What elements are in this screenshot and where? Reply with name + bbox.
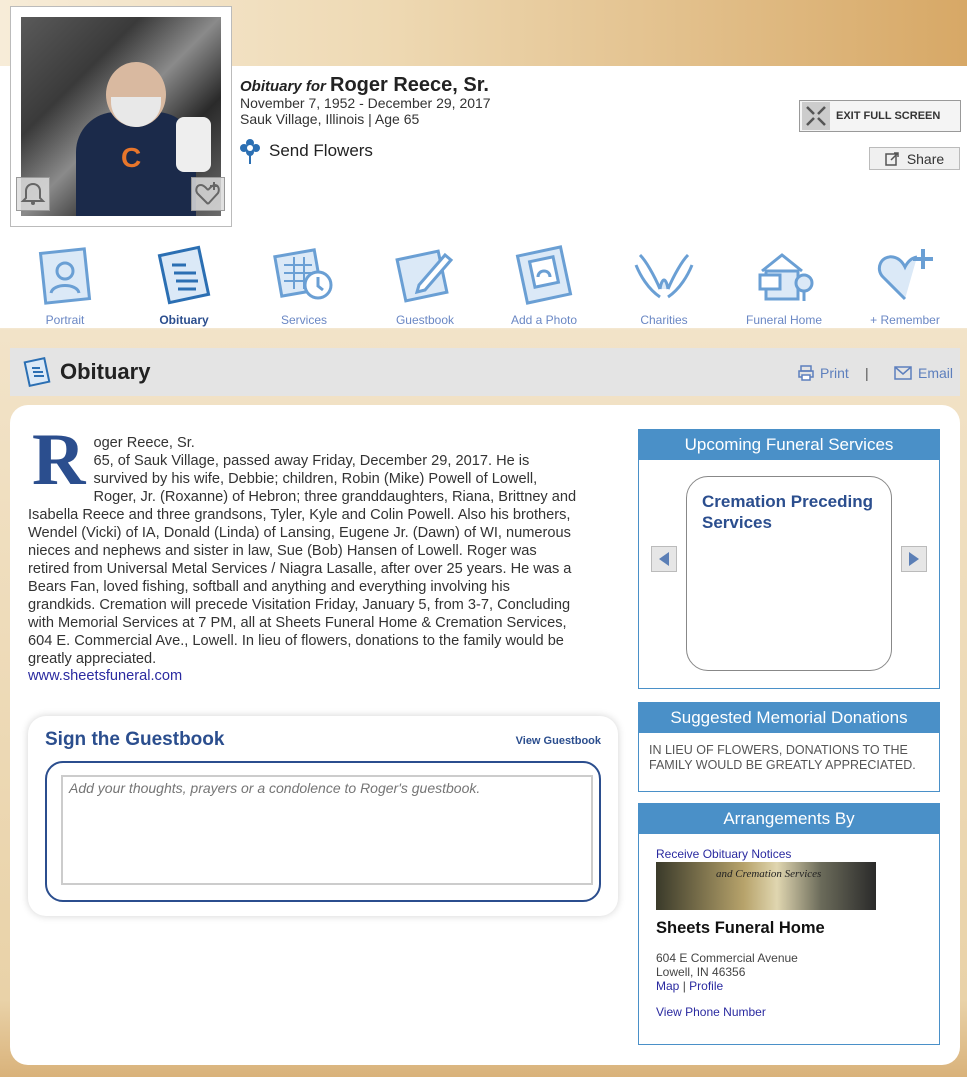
view-phone-link[interactable]: View Phone Number: [656, 1005, 766, 1019]
nav-guestbook[interactable]: [370, 245, 480, 327]
nav-charities-label: Charities: [640, 313, 688, 327]
services-icon: [272, 245, 336, 307]
prev-service-button[interactable]: [651, 546, 677, 572]
receive-notices-link[interactable]: Receive Obituary Notices: [656, 847, 792, 861]
nav-obituary-label: Obituary: [159, 313, 209, 327]
links-separator: |: [682, 979, 686, 993]
obituary-body: 65, of Sauk Village, passed away Friday, December 29, 2017. He is survived by his wife, Debbie; children, Robin (Mike) Powell of Lowell, Roger, Jr. (Roxanne) of Hebron; three granddaughters, Riana, Brittney and Isabella Reece and three grandsons, Tyler, Kyle and Colin Powell. Also his brothers, Wendel (Vicki) of IA, Donald (Linda) of Lansing, Eugene Jr. (Dawn) of WI, numerous nieces and nephews and sister in law, Sue (Bob) Hansen of Lowell. Roger was retired from Universal Metal Services / Niagra Lasalle, after over 25 years. He was a Bears Fan, loved fishing, softball and anything and everything involving his grandkids. Cremation will precede Visitation Friday, January 5, from 3-7, Concluding with Memorial Services at 7 PM, all at Sheets Funeral Home & Cremation Services, 604 E. Commercial Ave., Lowell. In lieu of flowers, donations to the family would be greatly appreciated.: [28, 453, 577, 667]
nav-portrait[interactable]: [10, 245, 120, 327]
remember-icon: [873, 245, 937, 307]
next-service-button[interactable]: [901, 546, 927, 572]
add-photo-icon: [512, 245, 576, 307]
nav-portrait-label: Portrait: [45, 313, 85, 327]
service-card-title: Cremation Preceding Services: [702, 492, 873, 532]
email-link[interactable]: [894, 365, 953, 381]
portrait-icon: [33, 245, 97, 307]
exit-full-screen-label: EXIT FULL SCREEN: [836, 110, 941, 122]
dropcap-letter: R: [32, 419, 86, 501]
exit-full-screen-button[interactable]: [799, 100, 961, 132]
nav-add-photo-label: Add a Photo: [510, 313, 578, 327]
funeral-home-links: [656, 979, 723, 993]
send-flowers-label: Send Flowers: [269, 141, 373, 160]
printer-icon: [798, 365, 814, 381]
guestbook-title: Sign the Guestbook: [45, 729, 225, 750]
share-label: Share: [906, 150, 945, 167]
section-title: Obituary: [60, 359, 151, 384]
memorial-donations-header: Suggested Memorial Donations: [639, 703, 939, 733]
obituary-text: [28, 419, 578, 668]
section-title-bar: [10, 348, 960, 396]
email-label: Email: [918, 365, 954, 381]
upcoming-services-box: [638, 429, 940, 689]
send-flowers-link[interactable]: [240, 138, 373, 164]
arrangements-box: [638, 803, 940, 1045]
link-separator: |: [865, 365, 869, 381]
funeral-home-website-link[interactable]: www.sheetsfuneral.com: [28, 668, 183, 684]
life-dates: November 7, 1952 - December 29, 2017: [240, 95, 491, 111]
funeral-home-logo[interactable]: [656, 862, 876, 910]
nav-remember[interactable]: [850, 245, 960, 327]
service-card[interactable]: [686, 476, 892, 671]
donations-text: IN LIEU OF FLOWERS, DONATIONS TO THE FAMILY WOULD BE GREATLY APPRECIATED.: [649, 743, 916, 772]
obituary-heading: [240, 74, 489, 97]
nav-funeral-home-label: Funeral Home: [745, 313, 823, 327]
share-icon: [885, 152, 899, 166]
guestbook-input-frame: [45, 761, 601, 902]
flower-icon: [240, 138, 260, 164]
funeral-home-address2: Lowell, IN 46356: [656, 965, 746, 979]
arrow-right-icon: [907, 551, 921, 567]
guestbook-textarea[interactable]: [61, 775, 593, 885]
bell-icon: [19, 180, 47, 208]
charities-icon: [632, 245, 696, 307]
obituary-doc-icon: [22, 357, 52, 392]
view-guestbook-link[interactable]: View Guestbook: [515, 735, 601, 747]
arrangements-header: Arrangements By: [639, 804, 939, 834]
guestbook-icon: [393, 245, 457, 307]
nav-remember-label: + Remember: [870, 313, 940, 327]
nav-funeral-home[interactable]: [729, 245, 839, 327]
nav-guestbook-label: Guestbook: [395, 313, 455, 327]
profile-link[interactable]: Profile: [689, 979, 724, 993]
funeral-home-icon: [752, 245, 816, 307]
portrait-photo[interactable]: C: [21, 17, 221, 216]
nav-services-label: Services: [280, 313, 327, 327]
envelope-icon: [894, 366, 912, 380]
collapse-arrows-icon: [802, 102, 830, 130]
print-link[interactable]: [798, 365, 849, 381]
guestbook-card: [28, 716, 618, 916]
deceased-name: Roger Reece, Sr.: [330, 74, 489, 96]
funeral-home-name: Sheets Funeral Home: [656, 919, 825, 937]
upcoming-services-header: Upcoming Funeral Services: [639, 430, 939, 460]
map-link[interactable]: Map: [656, 979, 680, 993]
memorial-nav: [0, 245, 967, 330]
heart-plus-icon: [194, 180, 222, 208]
place-age: Sauk Village, Illinois | Age 65: [240, 111, 420, 127]
nav-charities[interactable]: [609, 245, 719, 327]
obituary-first-line: oger Reece, Sr.: [93, 435, 195, 451]
funeral-home-address1: 604 E Commercial Avenue: [656, 951, 798, 965]
notification-bell-button[interactable]: [16, 177, 50, 211]
nav-add-photo[interactable]: [489, 245, 599, 327]
logo-text: and Cremation Services: [716, 868, 822, 880]
nav-services[interactable]: [249, 245, 359, 327]
obituary-icon: [152, 245, 216, 307]
nav-obituary[interactable]: [129, 245, 239, 327]
share-button[interactable]: [869, 147, 960, 170]
print-label: Print: [820, 365, 849, 381]
obituary-for-label: Obituary for: [240, 78, 326, 95]
remember-heart-button[interactable]: [191, 177, 225, 211]
memorial-donations-box: [638, 702, 940, 792]
arrow-left-icon: [657, 551, 671, 567]
